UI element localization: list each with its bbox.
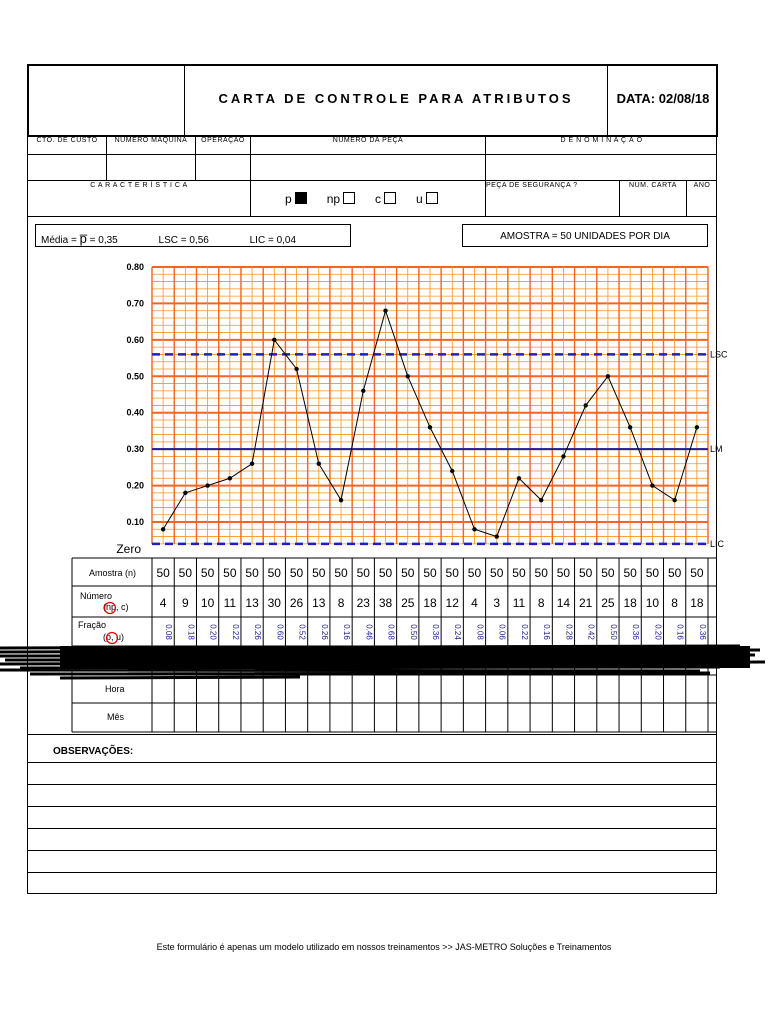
fracao-cell: 0.26 [319,624,329,640]
amostra-cell: 50 [556,566,571,580]
numero-cell: 8 [671,596,678,610]
numero-cell: 14 [556,596,571,610]
stats-lic: LIC = 0,04 [249,235,297,246]
fracao-cell: 0.16 [675,624,685,640]
numero-cell: 38 [378,596,393,610]
amostra-cell: 50 [156,566,170,580]
numero-cell: 10 [645,596,660,610]
fracao-cell: 0.50 [608,624,618,640]
y-tick-label: 0.40 [126,407,144,418]
scribble-redaction [0,640,768,690]
fracao-cell: 0.16 [542,624,552,640]
date-label: DATA: 02/08/18 [616,91,710,106]
fracao-cell: 0.26 [253,624,263,640]
stats-media-value: = 0,35 [86,235,118,246]
page-title: CARTA DE CONTROLE PARA ATRIBUTOS [218,91,574,106]
numero-cell: 21 [579,596,593,610]
fracao-cell: 0.42 [586,624,596,640]
hora-row-label: Hora [105,684,125,694]
numero-cell: 18 [423,596,437,610]
amostra-cell: 50 [690,566,704,580]
field-maquina[interactable]: NÚMERO MÁQUINA [114,137,188,144]
numero-cell: 23 [356,596,370,610]
obs-line-5 [28,850,717,851]
fracao-cell: 0.24 [453,624,463,640]
fracao-cell: 0.46 [364,624,374,640]
field-operacao[interactable]: OPERAÇÃO [201,137,245,144]
mes-row-label: Mês [107,712,125,722]
numero-cell: 13 [245,596,259,610]
stats-lsc: LSC = 0,56 [158,235,209,246]
numero-cell: 8 [337,596,345,610]
obs-line-1 [28,762,717,763]
field-denominacao[interactable]: D E N O M I N A Ç Ã O [560,137,643,144]
numero-cell: 12 [445,596,459,610]
fracao-row-label: Fração [78,620,107,630]
field-seguranca[interactable]: PEÇA DE SEGURANÇA ? [486,182,578,189]
fracao-cell: 0.52 [297,624,307,640]
amostra-cell: 50 [178,566,193,580]
fracao-cell: 0.22 [230,624,240,640]
field-custo[interactable]: CTO. DE CUSTO [36,137,98,144]
fracao-cell: 0.20 [653,624,663,640]
amostra-box: AMOSTRA = 50 UNIDADES POR DIA [462,224,708,247]
numero-cell: 26 [289,596,304,610]
obs-line-4 [28,828,717,829]
fracao-cell: 0.36 [631,624,641,640]
numero-cell: 3 [493,596,501,610]
amostra-cell: 50 [423,566,437,580]
type-np-label: np [326,192,341,206]
field-ano[interactable]: ANO [693,182,711,189]
amostra-cell: 50 [601,566,615,580]
fracao-cell: 0.16 [342,624,352,640]
type-u-label: u [416,192,423,206]
amostra-cell: 50 [334,566,348,580]
fracao-cell: 0.08 [475,624,485,640]
numero-cell: 10 [200,596,215,610]
obs-line-2 [28,784,717,785]
amostra-cell: 50 [534,566,548,580]
numero-cell: 11 [512,596,526,610]
fracao-cell: 0.20 [208,624,218,640]
fracao-cell: 0.08 [164,624,174,640]
lic-line-label: LIC [710,538,725,549]
type-c-label: c [375,192,382,206]
amostra-cell: 50 [490,566,504,580]
y-tick-label: 0.60 [126,334,144,345]
fracao-cell: 0.06 [497,624,507,640]
y-tick-label: 0.50 [126,371,144,382]
numero-row-label: Número [80,591,113,601]
y-tick-label: 0.70 [126,298,144,309]
numero-cell: 8 [537,596,545,610]
numero-cell: 25 [601,596,615,610]
numero-cell: 4 [471,596,478,610]
amostra-cell: 50 [467,566,482,580]
amostra-row-label: Amostra (n) [89,568,137,578]
amostra-cell: 50 [645,566,660,580]
amostra-cell: 50 [356,566,370,580]
fracao-cell: 0.28 [564,624,574,640]
amostra-cell: 50 [512,566,526,580]
y-tick-label: 0.10 [126,517,144,527]
amostra-cell: 50 [245,566,259,580]
y-tick-label: 0.80 [126,262,144,272]
numero-row-sublabel: (np, c) [103,602,129,612]
amostra-cell: 50 [200,566,215,580]
numero-cell: 4 [159,596,167,610]
amostra-cell: 50 [378,566,393,580]
type-p-label: p [285,192,292,206]
lsc-line-label: LSC [710,349,728,360]
amostra-cell: 50 [312,566,326,580]
amostra-cell: 50 [445,566,459,580]
amostra-cell: 50 [579,566,593,580]
obs-line-6 [28,872,717,873]
numero-cell: 9 [182,596,189,610]
amostra-cell: 50 [223,566,237,580]
fracao-cell: 0.36 [431,624,440,640]
fracao-cell: 0.18 [186,624,196,640]
numero-cell: 30 [267,596,281,610]
field-num-carta[interactable]: NUM. CARTA [629,182,677,189]
amostra-cell: 50 [267,566,281,580]
y-tick-label: 0.20 [126,480,144,491]
numero-cell: 18 [690,596,704,610]
obs-frame [27,734,717,894]
footer-note: Este formulário é apenas um modelo utilizado em nossos treinamentos >> JAS-METRO Soluções e Treinamentos [156,942,612,952]
stats-pbar: p̅ [79,231,87,246]
numero-cell: 11 [223,596,237,610]
numero-cell: 18 [623,596,637,610]
field-peca[interactable]: NÚMERO DA PEÇA [332,137,404,144]
numero-cell: 13 [312,596,326,610]
amostra-cell: 50 [289,566,304,580]
obs-line-3 [28,806,717,807]
numero-cell: 25 [401,596,415,610]
fracao-cell: 0.50 [408,624,418,640]
field-caracteristica[interactable]: C A R A C T E R Í S T I C A [90,182,188,189]
stats-media-prefix: Média = [41,235,80,246]
fracao-cell: 0.68 [386,624,396,640]
fracao-cell: 0.22 [519,624,529,640]
obs-label: OBSERVAÇÕES: [53,746,134,757]
zero-label: Zero [116,541,141,556]
y-tick-label: 0.30 [126,444,144,455]
amostra-cell: 50 [667,566,682,580]
center-line-label: LM [710,444,723,455]
amostra-cell: 50 [623,566,637,580]
fracao-cell: 0.60 [275,624,285,640]
fracao-row-sublabel: (p, u) [103,632,125,642]
amostra-cell: 50 [401,566,415,580]
fracao-cell: 0.36 [697,624,707,640]
